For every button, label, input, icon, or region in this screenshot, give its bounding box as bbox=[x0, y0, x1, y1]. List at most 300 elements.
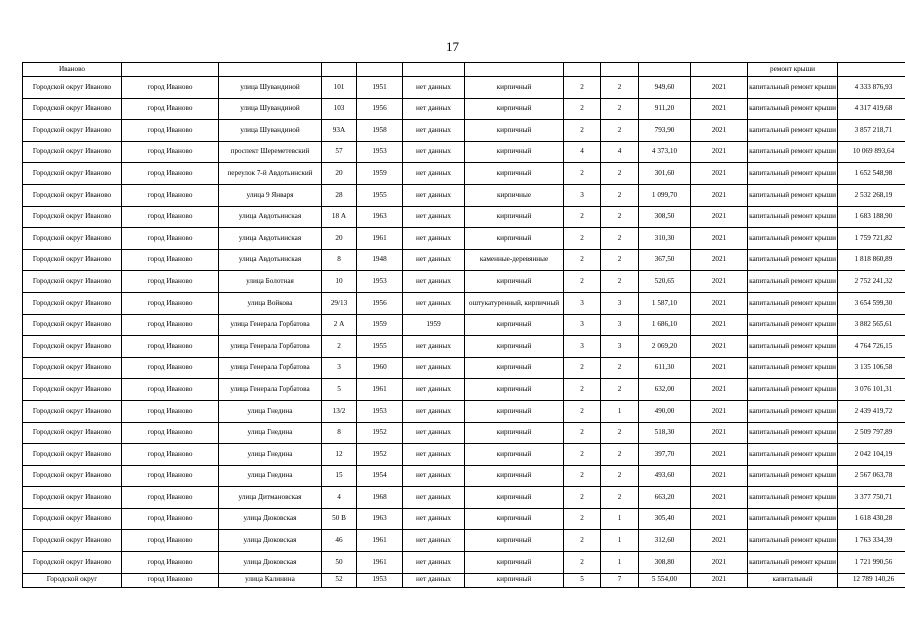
cell-street: улица Войкова bbox=[219, 292, 322, 314]
page-number: 17 bbox=[446, 39, 459, 54]
cell-work-type: капитальный bbox=[748, 573, 838, 587]
cell-okrug: Городской округ Иваново bbox=[23, 120, 122, 142]
cell-floors: 2 bbox=[564, 120, 601, 142]
cell-street: улица Дюковская bbox=[219, 530, 322, 552]
cell-locality: город Иваново bbox=[122, 487, 219, 509]
cell-floors: 2 bbox=[564, 271, 601, 293]
cell-year-reconstruction: 1959 bbox=[403, 314, 465, 336]
cell-house: 93А bbox=[322, 120, 357, 142]
cell-locality: город Иваново bbox=[122, 163, 219, 185]
cell-cost: 4 317 419,68 bbox=[838, 98, 905, 120]
cell-floors: 3 bbox=[564, 314, 601, 336]
cell-locality: город Иваново bbox=[122, 444, 219, 466]
cell-year-reconstruction: нет данных bbox=[403, 530, 465, 552]
table-row bbox=[23, 292, 905, 314]
cell-entrances: 2 bbox=[601, 357, 639, 379]
cell-street: улица Генерала Горбатова bbox=[219, 379, 322, 401]
cell-okrug: Городской округ Иваново bbox=[23, 508, 122, 530]
cell-cost: 1 759 721,82 bbox=[838, 228, 905, 250]
cell-empty bbox=[601, 63, 639, 77]
cell-locality: город Иваново bbox=[122, 465, 219, 487]
table-row bbox=[23, 271, 905, 293]
cell-street: улица Гнедина bbox=[219, 444, 322, 466]
cell-deadline: 2021 bbox=[691, 552, 748, 574]
cell-okrug: Городской округ Иваново bbox=[23, 98, 122, 120]
cell-locality: город Иваново bbox=[122, 314, 219, 336]
cell-wall-material: кирпичный bbox=[465, 141, 564, 163]
cell-year-reconstruction: нет данных bbox=[403, 77, 465, 99]
cell-cost: 2 439 419,72 bbox=[838, 400, 905, 422]
cell-work-type: капитальный ремонт крыши bbox=[748, 444, 838, 466]
cell-deadline: 2021 bbox=[691, 184, 748, 206]
cell-house: 28 bbox=[322, 184, 357, 206]
cell-year-built: 1959 bbox=[357, 163, 403, 185]
cell-year-built: 1953 bbox=[357, 400, 403, 422]
cell-entrances: 2 bbox=[601, 271, 639, 293]
cell-okrug: Городской округ Иваново bbox=[23, 379, 122, 401]
cell-area: 663,20 bbox=[639, 487, 691, 509]
cell-house: 20 bbox=[322, 163, 357, 185]
cell-work-type: капитальный ремонт крыши bbox=[748, 163, 838, 185]
cell-work-type: капитальный ремонт крыши bbox=[748, 206, 838, 228]
cell-year-built: 1952 bbox=[357, 444, 403, 466]
cell-wall-material: кирпичный bbox=[465, 552, 564, 574]
cell-house: 8 bbox=[322, 422, 357, 444]
cell-year-reconstruction: нет данных bbox=[403, 292, 465, 314]
cell-cost: 4 333 876,93 bbox=[838, 77, 905, 99]
cell-floors: 3 bbox=[564, 184, 601, 206]
cell-work-type: капитальный ремонт крыши bbox=[748, 249, 838, 271]
cell-cost: 3 882 565,61 bbox=[838, 314, 905, 336]
cell-street: улица Болотная bbox=[219, 271, 322, 293]
cell-floors: 2 bbox=[564, 77, 601, 99]
cell-area: 4 373,10 bbox=[639, 141, 691, 163]
cell-empty bbox=[403, 63, 465, 77]
cell-floors: 2 bbox=[564, 379, 601, 401]
cell-floors: 2 bbox=[564, 249, 601, 271]
cell-okrug: Городской округ Иваново bbox=[23, 271, 122, 293]
cell-cost: 3 377 750,71 bbox=[838, 487, 905, 509]
cell-cost: 12 789 140,26 bbox=[838, 573, 905, 587]
cell-street: улица Калинина bbox=[219, 573, 322, 587]
cell-year-built: 1953 bbox=[357, 271, 403, 293]
cell-deadline: 2021 bbox=[691, 487, 748, 509]
cell-cost: 3 135 106,58 bbox=[838, 357, 905, 379]
cell-house: 5 bbox=[322, 379, 357, 401]
cell-house: 18 А bbox=[322, 206, 357, 228]
cell-cost: 1 721 990,56 bbox=[838, 552, 905, 574]
cell-okrug: Городской округ Иваново bbox=[23, 206, 122, 228]
cell-work-type: капитальный ремонт крыши bbox=[748, 336, 838, 358]
cell-locality: город Иваново bbox=[122, 336, 219, 358]
cell-year-built: 1961 bbox=[357, 530, 403, 552]
cell-house: 4 bbox=[322, 487, 357, 509]
cell-wall-material: кирпичный bbox=[465, 530, 564, 552]
cell-locality: город Иваново bbox=[122, 271, 219, 293]
cell-cost: 1 818 860,89 bbox=[838, 249, 905, 271]
cell-deadline: 2021 bbox=[691, 77, 748, 99]
table-row bbox=[23, 141, 905, 163]
cell-deadline: 2021 bbox=[691, 292, 748, 314]
cell-empty bbox=[838, 63, 905, 77]
cell-area: 308,50 bbox=[639, 206, 691, 228]
cell-locality: город Иваново bbox=[122, 77, 219, 99]
cell-work-type: капитальный ремонт крыши bbox=[748, 552, 838, 574]
cell-locality: город Иваново bbox=[122, 184, 219, 206]
cell-okrug: Городской округ Иваново bbox=[23, 552, 122, 574]
cell-work-type: капитальный ремонт крыши bbox=[748, 465, 838, 487]
cell-work-type: капитальный ремонт крыши bbox=[748, 184, 838, 206]
cell-wall-material: кирпичный bbox=[465, 444, 564, 466]
cell-locality: город Иваново bbox=[122, 292, 219, 314]
cell-house: 101 bbox=[322, 77, 357, 99]
cell-year-reconstruction: нет данных bbox=[403, 336, 465, 358]
table-row bbox=[23, 400, 905, 422]
cell-street: улица Авдотьинская bbox=[219, 249, 322, 271]
cell-area: 305,40 bbox=[639, 508, 691, 530]
table-row bbox=[23, 98, 905, 120]
cell-year-reconstruction: нет данных bbox=[403, 228, 465, 250]
cell-cost: 1 763 334,39 bbox=[838, 530, 905, 552]
cell-year-built: 1952 bbox=[357, 422, 403, 444]
cell-house: 103 bbox=[322, 98, 357, 120]
cell-okrug: Иваново bbox=[23, 63, 122, 77]
cell-deadline: 2021 bbox=[691, 120, 748, 142]
cell-okrug: Городской округ Иваново bbox=[23, 163, 122, 185]
cell-cost: 3 076 101,31 bbox=[838, 379, 905, 401]
cell-locality: город Иваново bbox=[122, 400, 219, 422]
cell-year-reconstruction: нет данных bbox=[403, 271, 465, 293]
cell-work-type: капитальный ремонт крыши bbox=[748, 141, 838, 163]
cell-area: 5 554,00 bbox=[639, 573, 691, 587]
cell-house: 20 bbox=[322, 228, 357, 250]
cell-street: улица Шувандиной bbox=[219, 77, 322, 99]
table-row bbox=[23, 357, 905, 379]
cell-entrances: 3 bbox=[601, 314, 639, 336]
cell-locality: город Иваново bbox=[122, 249, 219, 271]
cell-locality: город Иваново bbox=[122, 206, 219, 228]
cell-wall-material: кирпичный bbox=[465, 206, 564, 228]
cell-year-reconstruction: нет данных bbox=[403, 163, 465, 185]
cell-house: 15 bbox=[322, 465, 357, 487]
cell-locality: город Иваново bbox=[122, 552, 219, 574]
cell-okrug: Городской округ bbox=[23, 573, 122, 587]
table-row bbox=[23, 184, 905, 206]
cell-street: улица Генерала Горбатова bbox=[219, 314, 322, 336]
cell-deadline: 2021 bbox=[691, 465, 748, 487]
cell-okrug: Городской округ Иваново bbox=[23, 249, 122, 271]
cell-floors: 2 bbox=[564, 552, 601, 574]
cell-area: 518,30 bbox=[639, 422, 691, 444]
cell-year-reconstruction: нет данных bbox=[403, 184, 465, 206]
cell-locality: город Иваново bbox=[122, 508, 219, 530]
cell-entrances: 2 bbox=[601, 379, 639, 401]
cell-floors: 5 bbox=[564, 573, 601, 587]
cell-work-type: капитальный ремонт крыши bbox=[748, 508, 838, 530]
cell-area: 1 686,10 bbox=[639, 314, 691, 336]
cell-year-reconstruction: нет данных bbox=[403, 379, 465, 401]
cell-year-built: 1954 bbox=[357, 465, 403, 487]
cell-year-built: 1953 bbox=[357, 573, 403, 587]
cell-floors: 2 bbox=[564, 530, 601, 552]
cell-house: 2 А bbox=[322, 314, 357, 336]
cell-house: 10 bbox=[322, 271, 357, 293]
cell-cost: 3 654 599,30 bbox=[838, 292, 905, 314]
cell-area: 520,65 bbox=[639, 271, 691, 293]
cell-area: 1 099,70 bbox=[639, 184, 691, 206]
cell-house: 8 bbox=[322, 249, 357, 271]
cell-work-type: капитальный ремонт крыши bbox=[748, 530, 838, 552]
table-body bbox=[23, 63, 905, 588]
cell-area: 1 587,10 bbox=[639, 292, 691, 314]
table-row bbox=[23, 444, 905, 466]
cell-area: 490,00 bbox=[639, 400, 691, 422]
cell-area: 911,20 bbox=[639, 98, 691, 120]
table-row bbox=[23, 552, 905, 574]
cell-street: улица 9 Января bbox=[219, 184, 322, 206]
cell-floors: 2 bbox=[564, 422, 601, 444]
cell-house: 50 В bbox=[322, 508, 357, 530]
cell-wall-material: кирпичный bbox=[465, 357, 564, 379]
cell-house: 13/2 bbox=[322, 400, 357, 422]
table-row bbox=[23, 206, 905, 228]
cell-area: 632,00 bbox=[639, 379, 691, 401]
cell-floors: 2 bbox=[564, 400, 601, 422]
cell-cost: 3 857 218,71 bbox=[838, 120, 905, 142]
cell-year-reconstruction: нет данных bbox=[403, 249, 465, 271]
cell-okrug: Городской округ Иваново bbox=[23, 444, 122, 466]
cell-locality: город Иваново bbox=[122, 357, 219, 379]
cell-deadline: 2021 bbox=[691, 206, 748, 228]
cell-floors: 2 bbox=[564, 98, 601, 120]
cell-deadline: 2021 bbox=[691, 271, 748, 293]
cell-wall-material: кирпичный bbox=[465, 77, 564, 99]
cell-deadline: 2021 bbox=[691, 379, 748, 401]
cell-entrances: 1 bbox=[601, 530, 639, 552]
cell-okrug: Городской округ Иваново bbox=[23, 422, 122, 444]
cell-cost: 2 752 241,32 bbox=[838, 271, 905, 293]
cell-work-type: капитальный ремонт крыши bbox=[748, 357, 838, 379]
cell-area: 367,50 bbox=[639, 249, 691, 271]
cell-entrances: 1 bbox=[601, 400, 639, 422]
cell-okrug: Городской округ Иваново bbox=[23, 465, 122, 487]
cell-floors: 2 bbox=[564, 465, 601, 487]
cell-area: 793,90 bbox=[639, 120, 691, 142]
cell-house: 12 bbox=[322, 444, 357, 466]
cell-year-built: 1955 bbox=[357, 184, 403, 206]
cell-wall-material: кирпичные bbox=[465, 184, 564, 206]
cell-work-type: капитальный ремонт крыши bbox=[748, 98, 838, 120]
cell-deadline: 2021 bbox=[691, 98, 748, 120]
cell-deadline: 2021 bbox=[691, 249, 748, 271]
cell-street: улица Гнедина bbox=[219, 400, 322, 422]
cell-street: проспект Шереметевский bbox=[219, 141, 322, 163]
cell-area: 2 069,20 bbox=[639, 336, 691, 358]
cell-work-type: капитальный ремонт крыши bbox=[748, 379, 838, 401]
cell-year-reconstruction: нет данных bbox=[403, 422, 465, 444]
cell-cost: 1 618 430,28 bbox=[838, 508, 905, 530]
cell-work-type: капитальный ремонт крыши bbox=[748, 422, 838, 444]
cell-entrances: 2 bbox=[601, 465, 639, 487]
cell-entrances: 2 bbox=[601, 444, 639, 466]
cell-empty bbox=[357, 63, 403, 77]
cell-year-built: 1963 bbox=[357, 508, 403, 530]
cell-deadline: 2021 bbox=[691, 573, 748, 587]
cell-house: 3 bbox=[322, 357, 357, 379]
cell-wall-material: кирпичный bbox=[465, 163, 564, 185]
cell-year-reconstruction: нет данных bbox=[403, 508, 465, 530]
cell-wall-material: кирпичный bbox=[465, 487, 564, 509]
cell-house: 29/13 bbox=[322, 292, 357, 314]
table-row bbox=[23, 422, 905, 444]
cell-entrances: 2 bbox=[601, 77, 639, 99]
cell-area: 949,60 bbox=[639, 77, 691, 99]
cell-area: 397,70 bbox=[639, 444, 691, 466]
cell-year-reconstruction: нет данных bbox=[403, 400, 465, 422]
cell-deadline: 2021 bbox=[691, 444, 748, 466]
table-row bbox=[23, 228, 905, 250]
cell-street: улица Дюковская bbox=[219, 552, 322, 574]
cell-deadline: 2021 bbox=[691, 357, 748, 379]
cell-work-type: капитальный ремонт крыши bbox=[748, 292, 838, 314]
cell-year-built: 1959 bbox=[357, 314, 403, 336]
cell-entrances: 1 bbox=[601, 508, 639, 530]
cell-okrug: Городской округ Иваново bbox=[23, 314, 122, 336]
cell-wall-material: кирпичный bbox=[465, 336, 564, 358]
cell-year-reconstruction: нет данных bbox=[403, 552, 465, 574]
cell-street: улица Дюковская bbox=[219, 508, 322, 530]
cell-house: 57 bbox=[322, 141, 357, 163]
cell-year-built: 1956 bbox=[357, 292, 403, 314]
cell-locality: город Иваново bbox=[122, 379, 219, 401]
cell-cost: 10 069 893,64 bbox=[838, 141, 905, 163]
cell-locality: город Иваново bbox=[122, 98, 219, 120]
cell-cost: 1 683 188,90 bbox=[838, 206, 905, 228]
cell-cost: 2 567 063,78 bbox=[838, 465, 905, 487]
cell-work-type: капитальный ремонт крыши bbox=[748, 77, 838, 99]
cell-okrug: Городской округ Иваново bbox=[23, 530, 122, 552]
cell-wall-material: кирпичный bbox=[465, 120, 564, 142]
cell-year-built: 1968 bbox=[357, 487, 403, 509]
table-row bbox=[23, 120, 905, 142]
cell-entrances: 2 bbox=[601, 184, 639, 206]
cell-empty bbox=[691, 63, 748, 77]
cell-okrug: Городской округ Иваново bbox=[23, 292, 122, 314]
cell-work-type: капитальный ремонт крыши bbox=[748, 400, 838, 422]
table-row bbox=[23, 379, 905, 401]
cell-deadline: 2021 bbox=[691, 336, 748, 358]
cell-floors: 2 bbox=[564, 444, 601, 466]
cell-floors: 2 bbox=[564, 508, 601, 530]
cell-okrug: Городской округ Иваново bbox=[23, 77, 122, 99]
table-row bbox=[23, 530, 905, 552]
cell-okrug: Городской округ Иваново bbox=[23, 141, 122, 163]
cell-street: переулок 7-й Авдотьинский bbox=[219, 163, 322, 185]
table-row-continued bbox=[23, 63, 905, 77]
table-row bbox=[23, 487, 905, 509]
cell-locality: город Иваново bbox=[122, 530, 219, 552]
cell-floors: 3 bbox=[564, 292, 601, 314]
cell-deadline: 2021 bbox=[691, 163, 748, 185]
cell-year-reconstruction: нет данных bbox=[403, 120, 465, 142]
cell-area: 493,60 bbox=[639, 465, 691, 487]
cell-year-built: 1960 bbox=[357, 357, 403, 379]
cell-entrances: 2 bbox=[601, 163, 639, 185]
cell-wall-material: кирпичный bbox=[465, 98, 564, 120]
table-row bbox=[23, 508, 905, 530]
cell-street: улица Авдотьинская bbox=[219, 228, 322, 250]
cell-floors: 2 bbox=[564, 487, 601, 509]
cell-year-reconstruction: нет данных bbox=[403, 357, 465, 379]
cell-entrances: 3 bbox=[601, 292, 639, 314]
cell-wall-material: кирпичный bbox=[465, 271, 564, 293]
cell-floors: 2 bbox=[564, 357, 601, 379]
cell-year-built: 1951 bbox=[357, 77, 403, 99]
cell-wall-material: кирпичный bbox=[465, 314, 564, 336]
cell-year-built: 1955 bbox=[357, 336, 403, 358]
cell-house: 46 bbox=[322, 530, 357, 552]
cell-year-built: 1948 bbox=[357, 249, 403, 271]
cell-entrances: 2 bbox=[601, 120, 639, 142]
cell-year-reconstruction: нет данных bbox=[403, 444, 465, 466]
cell-locality: город Иваново bbox=[122, 228, 219, 250]
cell-empty bbox=[465, 63, 564, 77]
cell-street: улица Авдотьинская bbox=[219, 206, 322, 228]
cell-wall-material: оштукатуренный, кирпичный bbox=[465, 292, 564, 314]
cell-street: улица Гнедина bbox=[219, 422, 322, 444]
cell-empty bbox=[219, 63, 322, 77]
cell-year-reconstruction: нет данных bbox=[403, 98, 465, 120]
cell-area: 312,60 bbox=[639, 530, 691, 552]
cell-year-built: 1961 bbox=[357, 228, 403, 250]
cell-floors: 2 bbox=[564, 163, 601, 185]
cell-entrances: 2 bbox=[601, 206, 639, 228]
cell-house: 50 bbox=[322, 552, 357, 574]
table-row bbox=[23, 77, 905, 99]
cell-house: 2 bbox=[322, 336, 357, 358]
cell-empty bbox=[322, 63, 357, 77]
cell-street: улица Генерала Горбатова bbox=[219, 357, 322, 379]
cell-okrug: Городской округ Иваново bbox=[23, 357, 122, 379]
cell-year-built: 1958 bbox=[357, 120, 403, 142]
cell-area: 308,80 bbox=[639, 552, 691, 574]
cell-work-type: капитальный ремонт крыши bbox=[748, 228, 838, 250]
cell-cost: 1 652 548,98 bbox=[838, 163, 905, 185]
cell-cost: 2 532 268,19 bbox=[838, 184, 905, 206]
housing-repair-table bbox=[22, 62, 905, 588]
cell-locality: город Иваново bbox=[122, 573, 219, 587]
cell-entrances: 1 bbox=[601, 552, 639, 574]
cell-entrances: 2 bbox=[601, 98, 639, 120]
cell-wall-material: кирпичный bbox=[465, 422, 564, 444]
cell-street: улица Дитмановская bbox=[219, 487, 322, 509]
cell-okrug: Городской округ Иваново bbox=[23, 228, 122, 250]
cell-okrug: Городской округ Иваново bbox=[23, 336, 122, 358]
table-row bbox=[23, 336, 905, 358]
cell-street: улица Шувандиной bbox=[219, 120, 322, 142]
cell-area: 310,30 bbox=[639, 228, 691, 250]
cell-deadline: 2021 bbox=[691, 314, 748, 336]
cell-work-type: капитальный ремонт крыши bbox=[748, 314, 838, 336]
cell-okrug: Городской округ Иваново bbox=[23, 400, 122, 422]
cell-year-built: 1963 bbox=[357, 206, 403, 228]
cell-cost: 4 764 726,15 bbox=[838, 336, 905, 358]
table-row bbox=[23, 163, 905, 185]
cell-deadline: 2021 bbox=[691, 508, 748, 530]
cell-work-type: ремонт крыши bbox=[748, 63, 838, 77]
cell-year-built: 1956 bbox=[357, 98, 403, 120]
table-row bbox=[23, 465, 905, 487]
